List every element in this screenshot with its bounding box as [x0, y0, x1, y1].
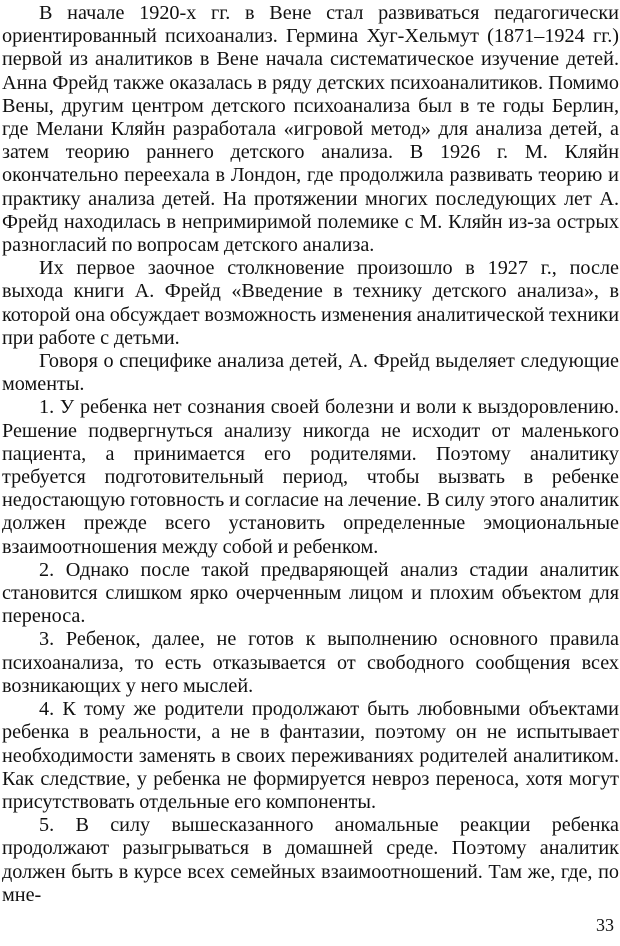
paragraph: Их первое заочное столкновение произошло в 1927 г., после выхода книги А. Фрейд «Введение в технику детского анализа», в которой она обсуждает возможность изменения аналитической техники при работе с детьми. — [2, 257, 619, 349]
list-item: 3. Ребенок, далее, не готов к выполнению основного правила психоанализа, то есть отказывается от свободного сообщения всех возникающих у него мыслей. — [2, 628, 619, 697]
list-item: 2. Однако после такой предваряющей анализ стадии аналитик становится слишком ярко очерченным лицом и плохим объектом для переноса. — [2, 558, 619, 628]
paragraph: Говоря о специфике анализа детей, А. Фрейд выделяет следующие моменты. — [2, 350, 619, 396]
list-item: 4. К тому же родители продолжают быть любовными объектами ребенка в реальности, а не в фантазии, поэтому он не испытывает необходимости заменять в своих переживаниях родителей аналитиком. Как следствие, у ребенка не формируется невроз переноса, хотя могут присутствовать отдельные его компоненты. — [2, 698, 619, 813]
list-item: 1. У ребенка нет сознания своей болезни и воли к выздоровлению. Решение подвергнуться анализу никогда не исходит от маленького пациента, а принимается его родителями. Поэтому аналитику требуется подготовительный период, чтобы вызвать в ребенке недостающую готовность и согласие на лечение. В силу этого аналитик должен прежде всего установить определенные эмоциональные взаимоотношения между собой и ребенком. — [2, 396, 619, 558]
paragraph: В начале 1920-х гг. в Вене стал развиваться педагогически ориентированный психоанализ. Гермина Хуг-Хельмут (1871–1924 гг.) первой из аналитиков в Вене начала систематическое изучение детей. Анна Фрейд также оказалась в ряду детских психоаналитиков. Помимо Вены, другим центром детского психоанализа был в те годы Берлин, где Мелани Кляйн разработала «игровой метод» для анализа детей, а затем теорию раннего детского анализа. В 1926 г. М. Кляйн окончательно переехала в Лондон, где продолжила развивать теорию и практику анализа детей. На протяжении многих последующих лет А. Фрейд находилась в непримиримой полемике с М. Кляйн из-за острых разногласий по вопросам детского анализа. — [2, 2, 619, 257]
body-text — [2, 2, 619, 907]
page-number: 33 — [596, 915, 614, 935]
list-item: 5. В силу вышесказанного аномальные реакции ребенка продолжают разыгрываться в домашней среде. Поэтому аналитик должен быть в курсе всех семейных взаимоотношений. Там же, где, по мне- — [2, 814, 619, 906]
